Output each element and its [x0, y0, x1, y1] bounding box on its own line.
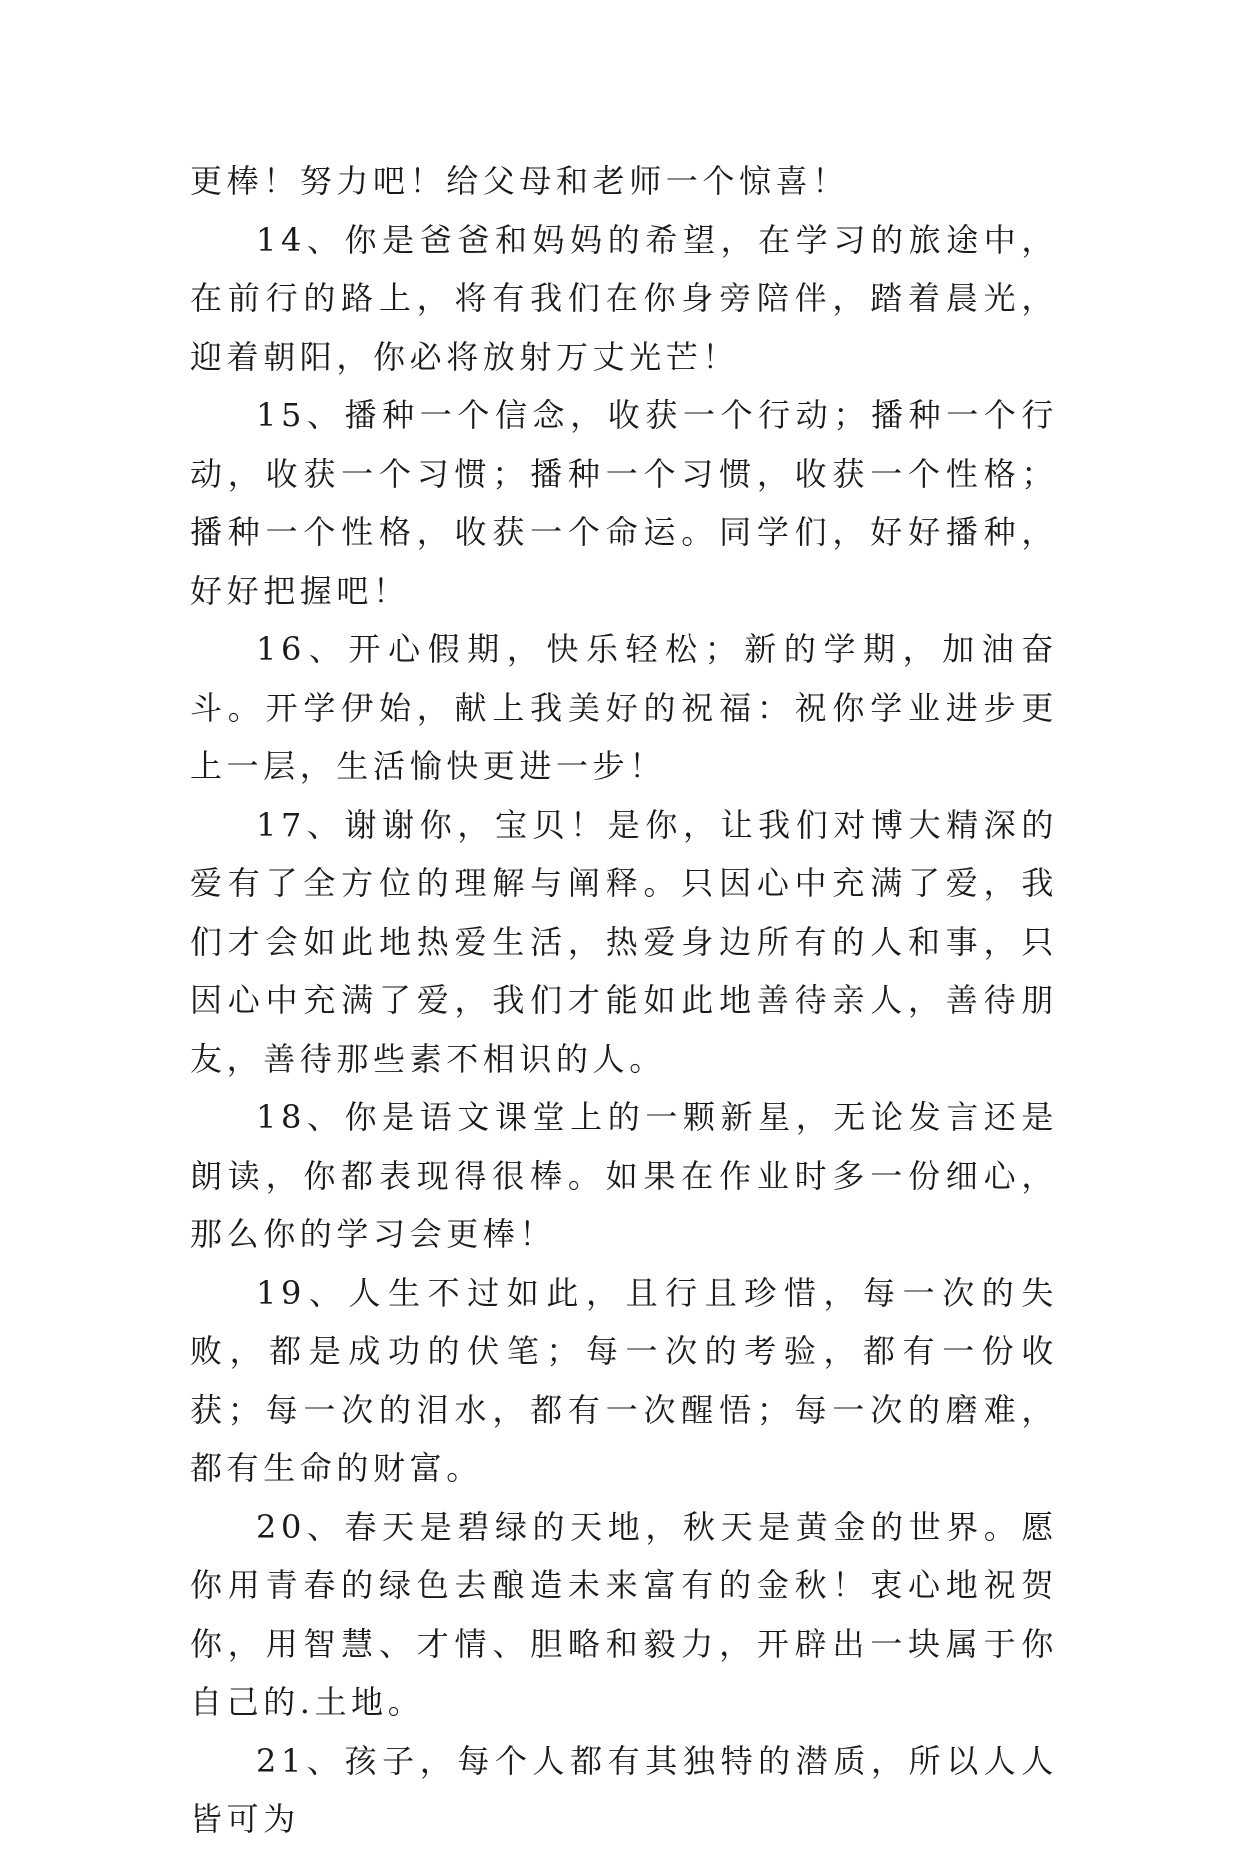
paragraph-21-start: 21、孩子，每个人都有其独特的潜质，所以人人皆可为: [190, 1741, 1058, 1838]
paragraph-16: 16、开心假期，快乐轻松；新的学期，加油奋斗。开学伊始，献上我美好的祝福：祝你学业进步更上一层，生活愉快更进一步！: [190, 630, 1058, 785]
paragraph-17: 17、谢谢你，宝贝！是你，让我们对博大精深的爱有了全方位的理解与阐释。只因心中充满了爱，我们才会如此地热爱生活，热爱身边所有的人和事，只因心中充满了爱，我们才能如此地善待亲人，善待朋友，善待那些素不相识的人。: [190, 805, 1058, 1078]
paragraph-14: 14、你是爸爸和妈妈的希望，在学习的旅途中，在前行的路上，将有我们在你身旁陪伴，踏着晨光，迎着朝阳，你必将放射万丈光芒！: [190, 220, 1058, 376]
paragraph-19: 19、人生不过如此，且行且珍惜，每一次的失败，都是成功的伏笔；每一次的考验，都有一份收获；每一次的泪水，都有一次醒悟；每一次的磨难，都有生命的财富。: [190, 1273, 1058, 1487]
document-body: [190, 152, 1058, 1849]
paragraph-18: 18、你是语文课堂上的一颗新星，无论发言还是朗读，你都表现得很棒。如果在作业时多一份细心，那么你的学习会更棒！: [190, 1098, 1058, 1253]
paragraph-20: 20、春天是碧绿的天地，秋天是黄金的世界。愿你用青春的绿色去酿造未来富有的金秋！衷心地祝贺你，用智慧、才情、胆略和毅力，开辟出一块属于你自己的.土地。: [190, 1507, 1058, 1721]
paragraph-15: 15、播种一个信念，收获一个行动；播种一个行动，收获一个习惯；播种一个习惯，收获一个性格；播种一个性格，收获一个命运。同学们，好好播种，好好把握吧！: [190, 396, 1058, 610]
paragraph-13-continuation: 更棒！努力吧！给父母和老师一个惊喜！: [190, 162, 849, 200]
